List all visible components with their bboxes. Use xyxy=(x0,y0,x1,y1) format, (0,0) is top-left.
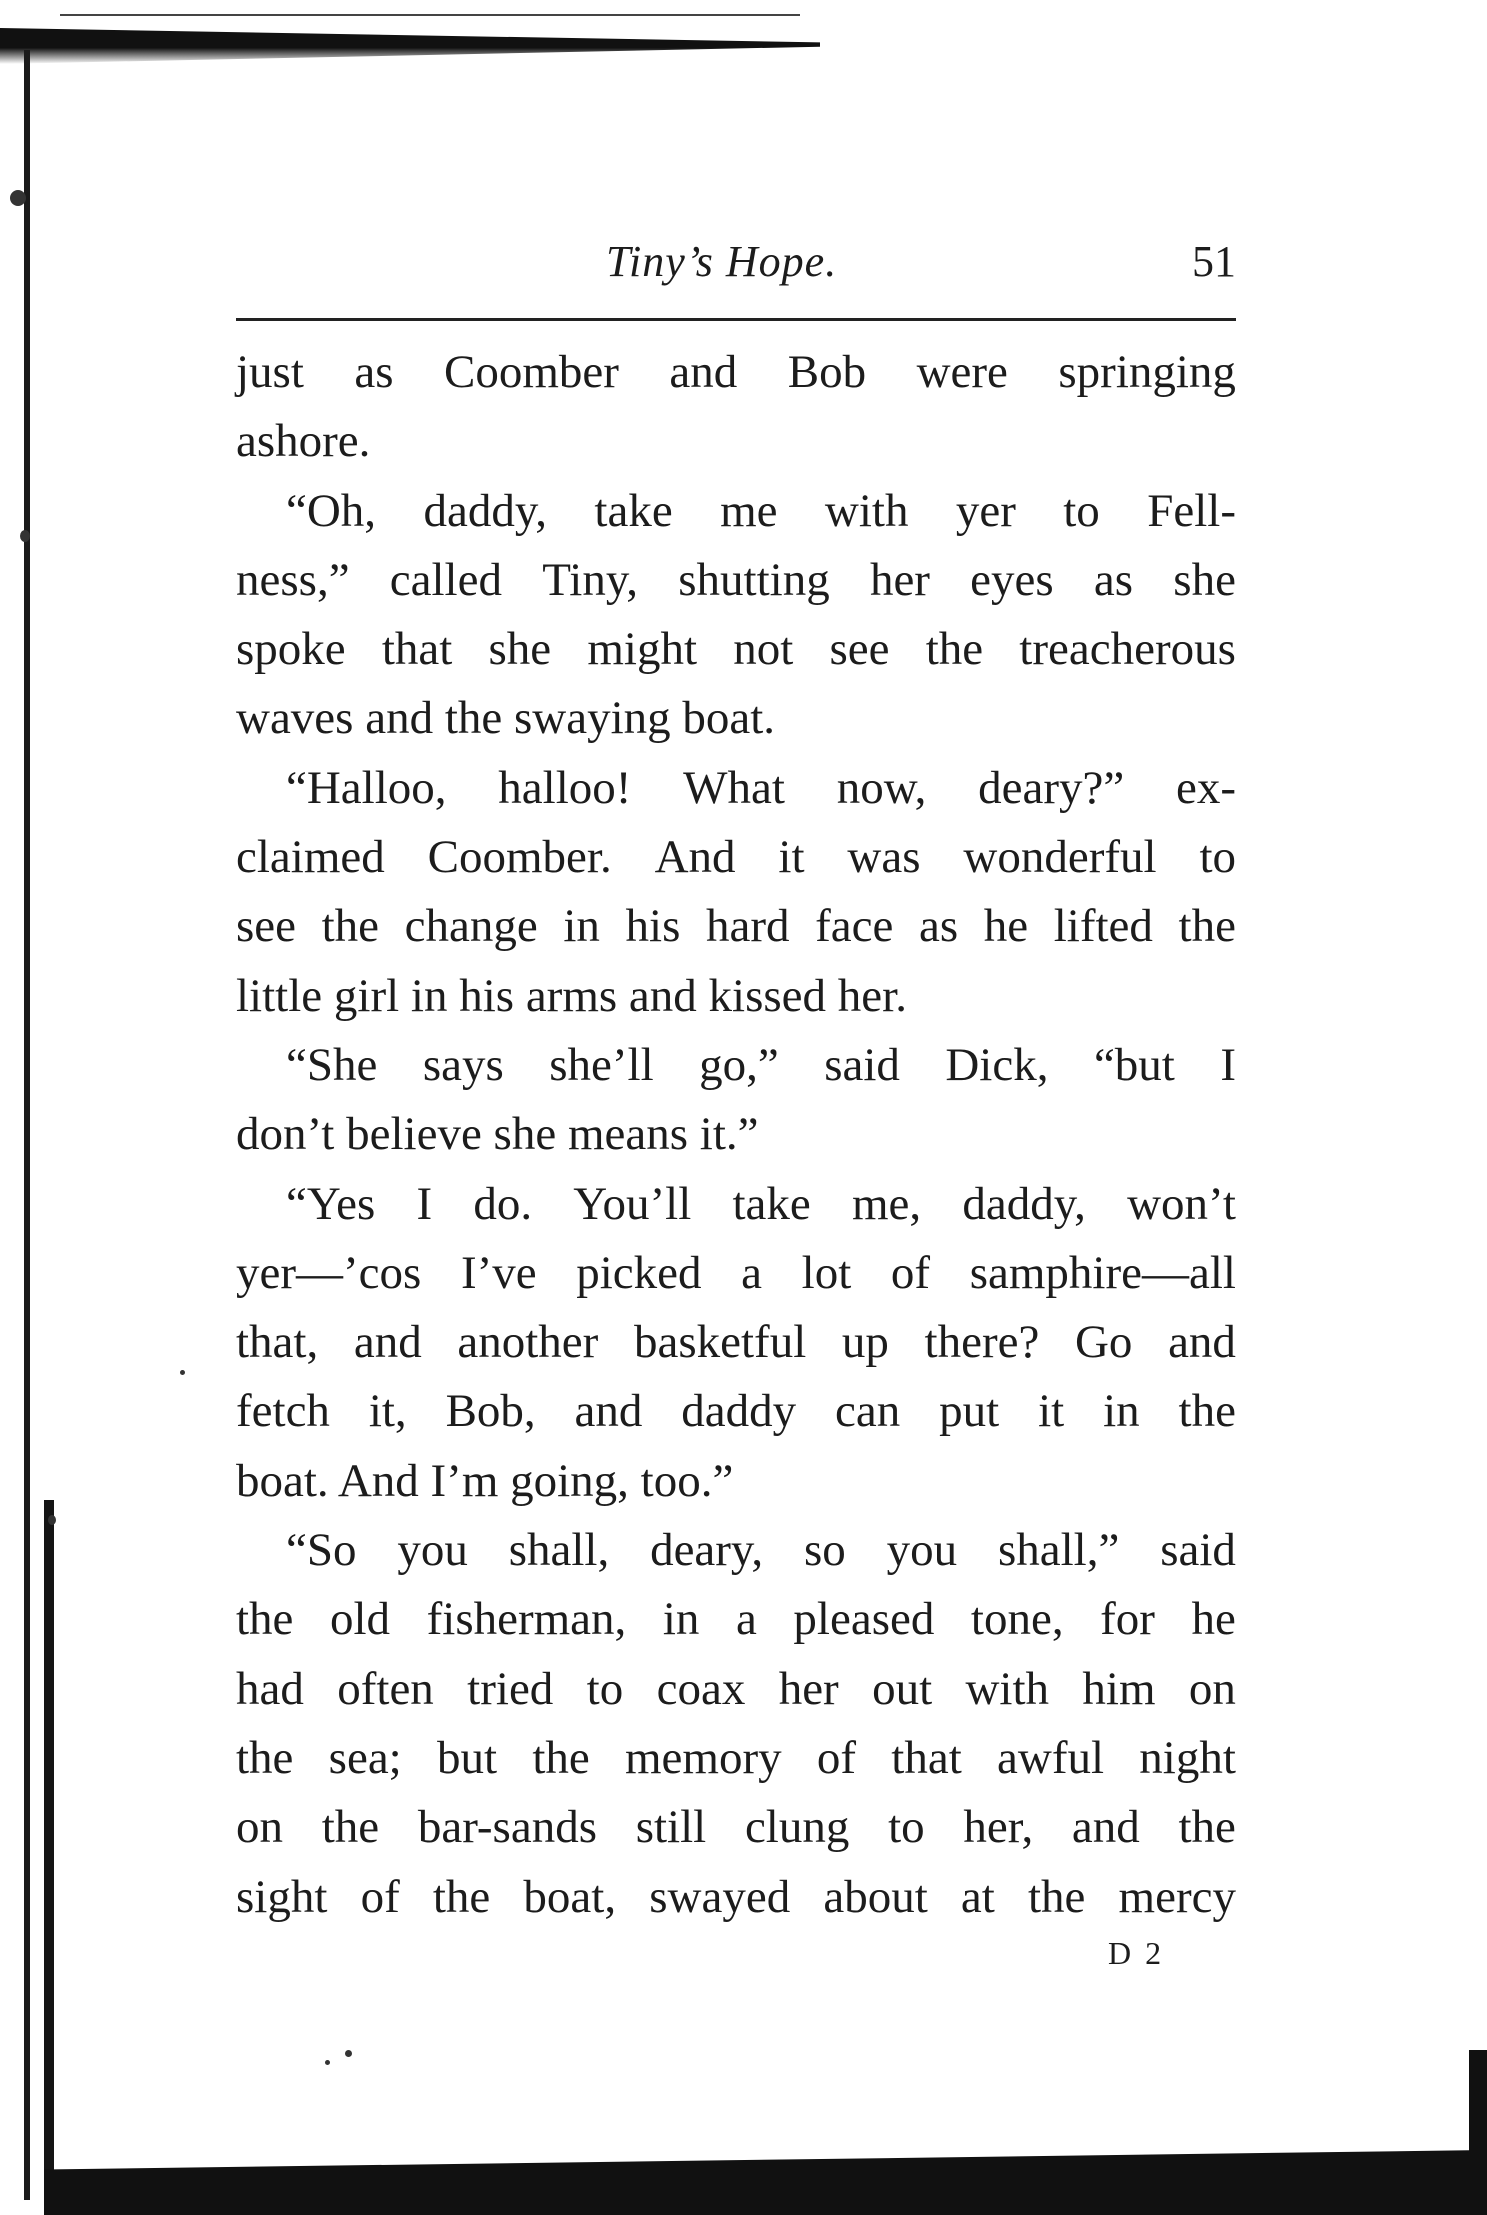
scan-left-edge xyxy=(24,50,30,2200)
paragraph xyxy=(236,1516,1236,1932)
ink-speck xyxy=(10,190,26,206)
ink-speck xyxy=(345,2050,352,2057)
ink-speck xyxy=(180,1370,185,1375)
header-rule xyxy=(236,318,1236,321)
text-line: “So you shall, deary, so you shall,” said xyxy=(286,1524,1236,1577)
text-line: fetch it, Bob, and daddy can put it in the xyxy=(236,1385,1236,1438)
text-line: “Halloo, halloo! What now, deary?” ex- xyxy=(286,761,1236,814)
signature-mark: D 2 xyxy=(1108,1935,1165,1971)
text-line: “Oh, daddy, take me with yer to Fell- xyxy=(286,484,1236,537)
page-header xyxy=(236,236,1236,306)
paragraph xyxy=(236,477,1236,754)
text-line: sight of the boat, swayed about at the mercy xyxy=(236,1870,1236,1923)
text-line: had often tried to coax her out with him on xyxy=(236,1662,1236,1715)
text-line: “She says she’ll go,” said Dick, “but I xyxy=(286,1038,1236,1091)
text-line: don’t believe she means it.” xyxy=(236,1108,759,1161)
paragraph xyxy=(236,754,1236,1031)
scan-top-line xyxy=(60,14,800,16)
text-line: spoke that she might not see the treacherous xyxy=(236,623,1236,676)
scan-bottom-edge xyxy=(44,2150,1487,2215)
ink-speck xyxy=(325,2060,330,2065)
paragraph xyxy=(236,338,1236,477)
text-line: see the change in his hard face as he lifted the xyxy=(236,900,1236,953)
scan-left-edge-lower xyxy=(44,1500,54,2200)
page-number: 51 xyxy=(1192,237,1236,286)
scan-right-edge xyxy=(1469,2050,1487,2215)
ink-speck xyxy=(20,530,30,542)
text-line: little girl in his arms and kissed her. xyxy=(236,969,907,1022)
text-line: the old fisherman, in a pleased tone, for he xyxy=(236,1593,1236,1646)
body-text xyxy=(236,338,1236,1932)
scan-top-edge xyxy=(0,28,820,64)
paragraph xyxy=(236,1170,1236,1516)
text-line: waves and the swaying boat. xyxy=(236,692,776,745)
running-title: Tiny’s Hope. xyxy=(606,237,838,286)
text-line: “Yes I do. You’ll take me, daddy, won’t xyxy=(286,1177,1236,1230)
text-line: claimed Coomber. And it was wonderful to xyxy=(236,831,1236,884)
text-line: the sea; but the memory of that awful night xyxy=(236,1731,1236,1784)
text-line: ashore. xyxy=(236,415,371,468)
text-line: that, and another basketful up there? Go and xyxy=(236,1316,1236,1369)
text-line: just as Coomber and Bob were springing xyxy=(236,346,1236,398)
paragraph xyxy=(236,1031,1236,1170)
text-line: yer—’cos I’ve picked a lot of samphire—all xyxy=(236,1246,1236,1299)
text-line: on the bar-sands still clung to her, and the xyxy=(236,1801,1236,1854)
ink-speck xyxy=(48,1515,56,1525)
text-line: boat. And I’m going, too.” xyxy=(236,1454,734,1507)
text-line: ness,” called Tiny, shutting her eyes as she xyxy=(236,553,1236,606)
